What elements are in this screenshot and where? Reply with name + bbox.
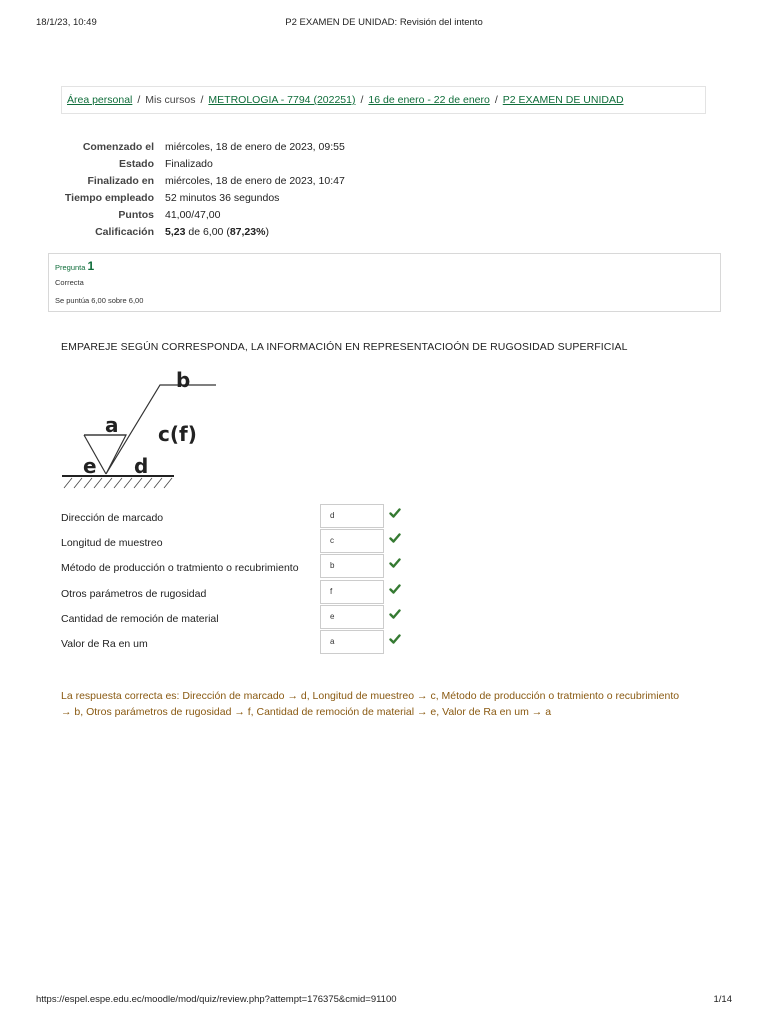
breadcrumb-week-link[interactable]: 16 de enero - 22 de enero — [368, 94, 490, 106]
time-taken-value: 52 minutos 36 segundos — [165, 191, 280, 204]
breadcrumb-quiz-link[interactable]: P2 EXAMEN DE UNIDAD — [502, 94, 624, 106]
match-row-label: Dirección de marcado — [61, 512, 164, 524]
diagram-label-b: b — [176, 368, 191, 392]
question-number-value: 1 — [87, 259, 95, 273]
summary-row-completed — [50, 172, 345, 189]
started-value: miércoles, 18 de enero de 2023, 09:55 — [165, 140, 345, 153]
question-label: Pregunta — [55, 263, 86, 272]
question-grade: Se puntúa 6,00 sobre 6,00 — [55, 296, 144, 305]
diagram-label-d: d — [134, 454, 149, 478]
breadcrumb-separator: / — [200, 94, 204, 106]
roughness-symbol-diagram — [60, 362, 220, 494]
correct-check-icon — [389, 583, 401, 595]
grade-of: de 6,00 — [188, 225, 224, 238]
diagram-label-e: e — [83, 454, 97, 478]
print-url: https://espel.espe.edu.ec/moodle/mod/quiz/review.php?attempt=176375&cmid=91100 — [36, 994, 397, 1005]
breadcrumb-separator: / — [494, 94, 498, 106]
question-number — [55, 259, 94, 273]
completed-label: Finalizado en — [87, 174, 154, 187]
match-row-select[interactable]: e — [320, 605, 384, 629]
question-prompt: EMPAREJE SEGÚN CORRESPONDA, LA INFORMACIÓN EN REPRESENTACIOÓN DE RUGOSIDAD SUPERFICIAL — [61, 341, 628, 353]
breadcrumb-course-link[interactable]: METROLOGIA - 7794 (202251) — [208, 94, 356, 106]
correct-check-icon — [389, 507, 401, 519]
match-row-label: Otros parámetros de rugosidad — [61, 588, 207, 600]
diagram-label-cf: c(f) — [158, 422, 197, 446]
breadcrumb-home-link[interactable]: Área personal — [67, 94, 133, 106]
print-timestamp: 18/1/23, 10:49 — [36, 17, 97, 28]
match-row-label: Valor de Ra en um — [61, 638, 148, 650]
summary-row-started — [50, 138, 345, 155]
breadcrumb-separator: / — [137, 94, 141, 106]
completed-value: miércoles, 18 de enero de 2023, 10:47 — [165, 174, 345, 187]
correct-check-icon — [389, 633, 401, 645]
question-state: Correcta — [55, 278, 84, 287]
state-value: Finalizado — [165, 157, 213, 170]
breadcrumb — [61, 86, 706, 114]
grade-value: 5,23 de 6,00 (87,23%) — [165, 225, 269, 238]
summary-row-grade — [50, 223, 345, 240]
diagram-label-a: a — [105, 413, 119, 437]
match-row-label: Longitud de muestreo — [61, 537, 163, 549]
print-header — [36, 17, 732, 31]
breadcrumb-my-courses: Mis cursos — [145, 94, 196, 106]
match-row-select[interactable]: d — [320, 504, 384, 528]
grade-label: Calificación — [95, 225, 154, 238]
correct-check-icon — [389, 557, 401, 569]
marks-label: Puntos — [118, 208, 154, 221]
match-row-select[interactable]: c — [320, 529, 384, 553]
summary-row-state — [50, 155, 345, 172]
match-row-label: Método de producción o tratmiento o recubrimiento — [61, 562, 299, 574]
correct-check-icon — [389, 532, 401, 544]
right-answer-feedback: La respuesta correcta es: Dirección de marcado → d, Longitud de muestreo → c, Método de producción o tratmiento o recubrimiento → b, Otros parámetros de rugosidad → f, Cantidad de remoción de material → e, Valor de Ra en um → a — [61, 690, 680, 718]
correct-check-icon — [389, 608, 401, 620]
marks-value: 41,00/47,00 — [165, 208, 221, 221]
grade-percent: 87,23% — [229, 225, 266, 238]
state-label: Estado — [118, 157, 154, 170]
match-row-label: Cantidad de remoción de material — [61, 613, 219, 625]
print-page-title: P2 EXAMEN DE UNIDAD: Revisión del intento — [285, 17, 483, 28]
match-row-select[interactable]: a — [320, 630, 384, 654]
surface-hatching — [64, 478, 172, 488]
started-label: Comenzado el — [82, 140, 154, 153]
print-page-number: 1/14 — [713, 994, 732, 1005]
question-info-box — [48, 253, 721, 312]
match-row-select[interactable]: b — [320, 554, 384, 578]
summary-row-marks — [50, 206, 345, 223]
attempt-summary-table — [50, 138, 345, 240]
summary-row-time — [50, 189, 345, 206]
grade-score: 5,23 — [165, 225, 186, 238]
match-row-select[interactable]: f — [320, 580, 384, 604]
time-taken-label: Tiempo empleado — [64, 191, 154, 204]
breadcrumb-separator: / — [360, 94, 364, 106]
